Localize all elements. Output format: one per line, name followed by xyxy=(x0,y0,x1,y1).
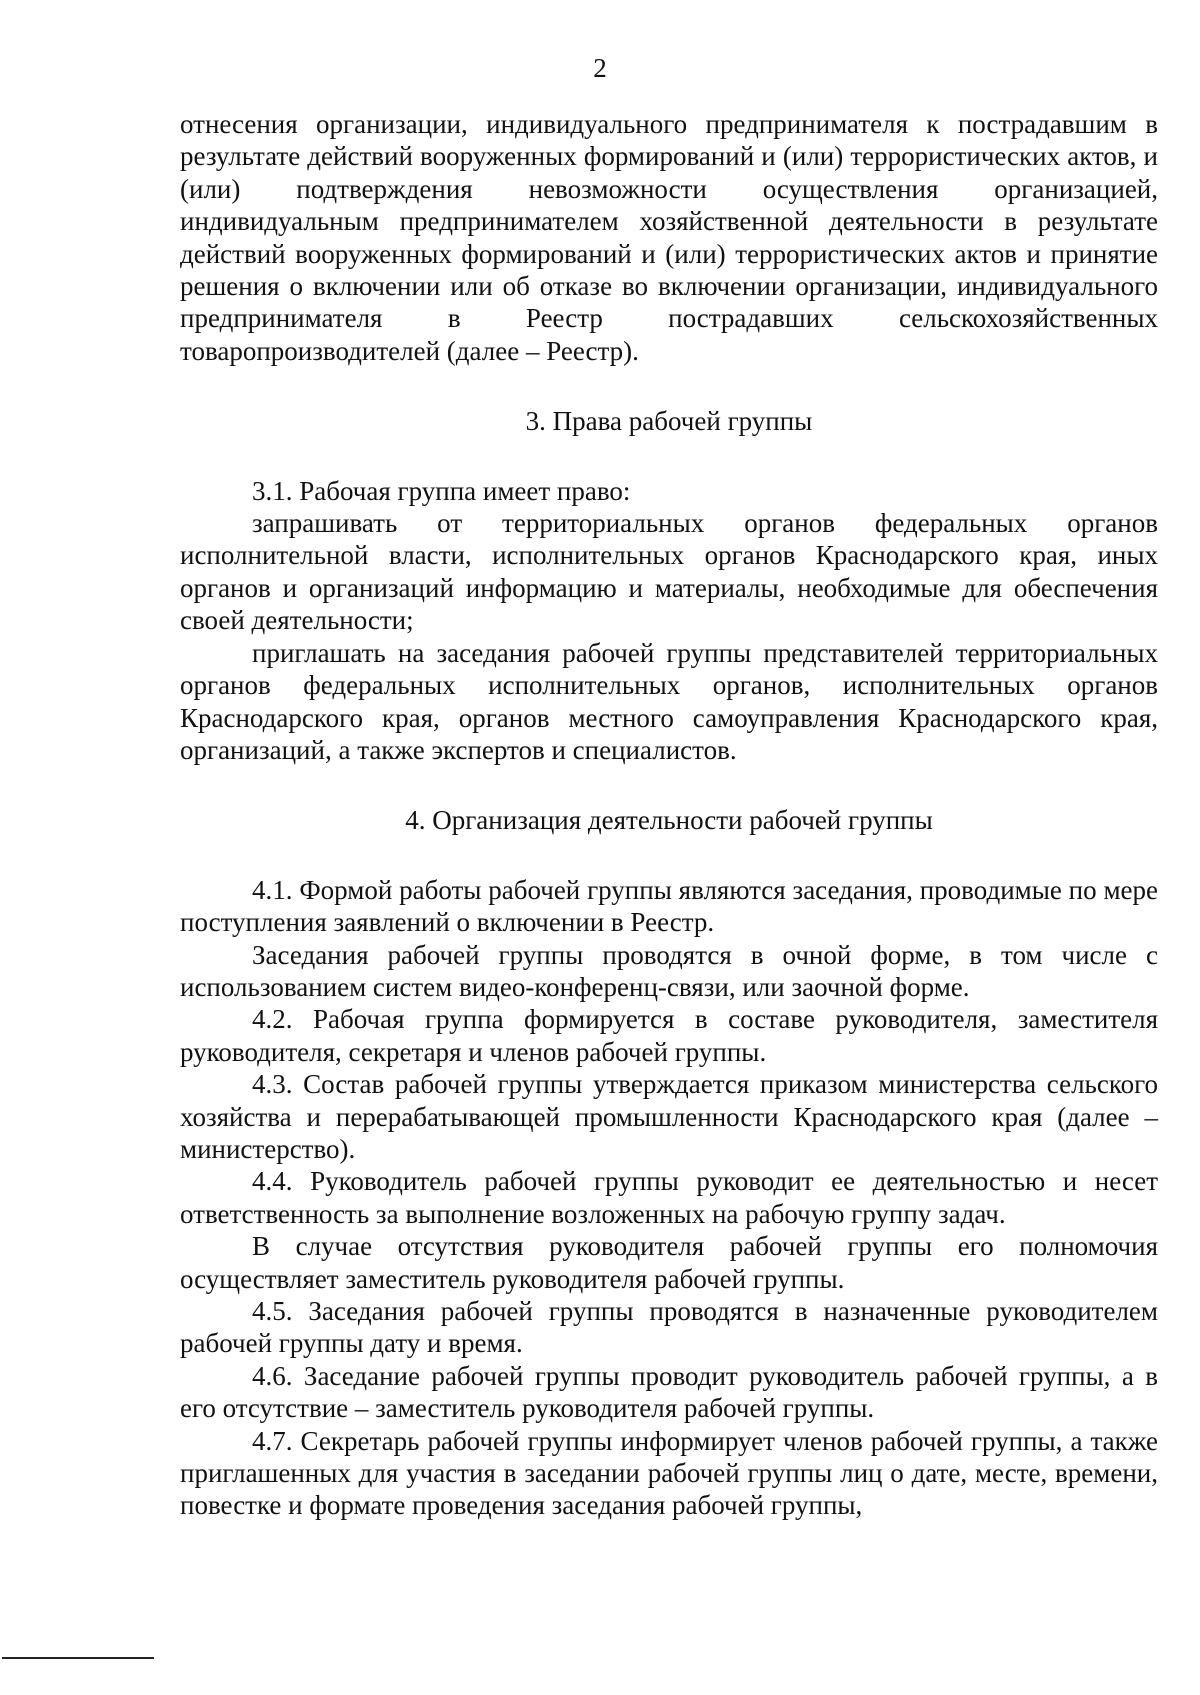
paragraph-4-7: 4.7. Секретарь рабочей группы информирует членов рабочей группы, а также приглашенных для участия в заседании рабочей группы лиц о дате, месте, времени, повестке и формате проведения заседания рабочей группы, xyxy=(180,1425,1158,1521)
paragraph-4-2: 4.2. Рабочая группа формируется в составе руководителя, заместителя руководителя, секретаря и членов рабочей группы. xyxy=(180,1004,1158,1067)
page-number: 2 xyxy=(593,53,607,83)
paragraph-4-3: 4.3. Состав рабочей группы утверждается приказом министерства сельского хозяйства и перерабатывающей промышленности Краснодарского края (далее – министерство). xyxy=(180,1069,1158,1164)
section-4-heading: 4. Организация деятельности рабочей группы xyxy=(405,805,933,836)
paragraph-4-6: 4.6. Заседание рабочей группы проводит руководитель рабочей группы, а в его отсутствие – заместитель руководителя рабочей группы. xyxy=(180,1360,1158,1424)
paragraph-4-5: 4.5. Заседания рабочей группы проводятся в назначенные руководителем рабочей группы дату и время. xyxy=(180,1296,1158,1359)
document-body xyxy=(180,108,1158,1522)
paragraph-3-1-request: запрашивать от территориальных органов федеральных органов исполнительной власти, исполнительных органов Краснодарского края, иных органов и организаций информацию и материалы, необходимые для обеспечения своей деятельности; xyxy=(180,508,1158,636)
footnote-separator-line xyxy=(2,1657,154,1659)
paragraph-4-1: 4.1. Формой работы рабочей группы являются заседания, проводимые по мере поступления заявлений о включении в Реестр. xyxy=(180,874,1158,938)
section-3-heading: 3. Права рабочей группы xyxy=(525,406,813,437)
paragraph-3-1: 3.1. Рабочая группа имеет право: xyxy=(252,475,631,506)
paragraph-4-4: 4.4. Руководитель рабочей группы руководит ее деятельностью и несет ответственность за выполнение возложенных на рабочую группу задач. xyxy=(180,1166,1158,1229)
paragraph-4-1-form: Заседания рабочей группы проводятся в очной форме, в том числе с использованием систем видео-конференц-связи, или заочной форме. xyxy=(180,939,1158,1002)
paragraph-3-1-invite: приглашать на заседания рабочей группы представителей территориальных органов федеральных исполнительных органов, исполнительных органов Краснодарского края, органов местного самоуправления Краснодарского края, организаций, а также экспертов и специалистов. xyxy=(180,637,1158,765)
paragraph-4-4-absence: В случае отсутствия руководителя рабочей группы его полномочия осуществляет заместитель руководителя рабочей группы. xyxy=(180,1231,1158,1294)
intro-paragraph: отнесения организации, индивидуального предпринимателя к пострадавшим в результате действий вооруженных формирований и (или) террористических актов, и (или) подтверждения невозможности осуществления организацией, индивидуальным предпринимателем хозяйственной деятельности в результате действий вооруженных формирований и (или) террористических актов и принятие решения о включении или об отказе во включении организации, индивидуального предпринимателя в Реестр пострадавших сельскохозяйственных товаропроизводителей (далее – Реестр). xyxy=(180,109,1158,366)
